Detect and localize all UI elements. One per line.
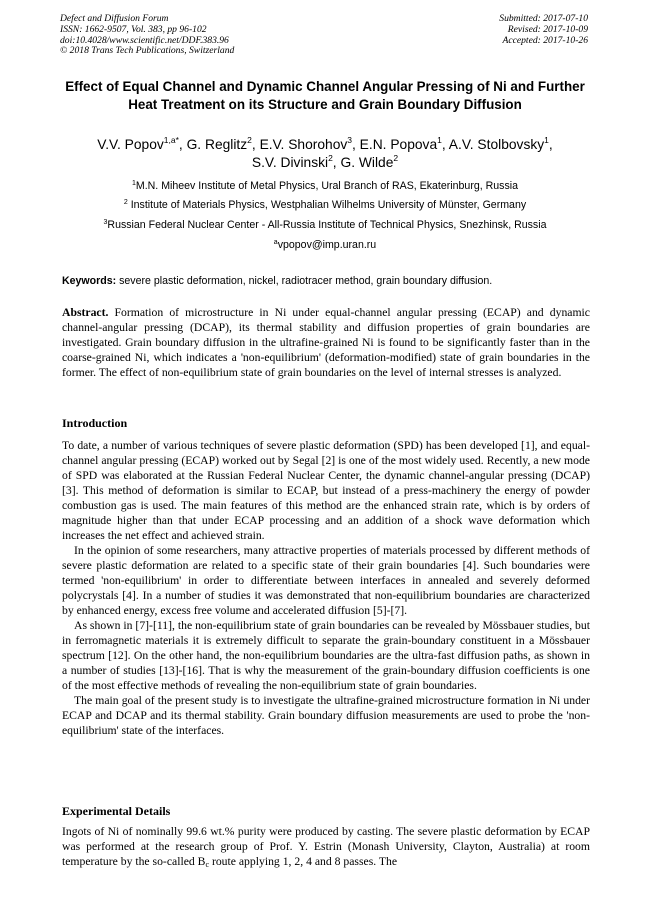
route-subscript: c [205,860,210,869]
author-name: E.V. Shorohov [259,137,348,152]
affiliation-2 [40,199,610,212]
experimental-text: Ingots of Ni of nominally 99.6 wt.% purity were produced by casting. The severe plastic deformation by ECAP was performed at the research group of Prof. Y. Estrin (Monash University, Clayton, Australia) at room temperature by the so-called B [62,825,590,868]
journal-copyright: © 2018 Trans Tech Publications, Switzerland [60,45,235,57]
introduction-heading: Introduction [62,416,128,430]
intro-paragraph: To date, a number of various techniques of severe plastic deformation (SPD) has been developed [1], and equal-channel angular pressing (ECAP) worked out by Segal [2] is one of the most widely used. Recently, a new mode of SPD was elaborated at the Russian Federal Nuclear Center, the dynamic channel-angular pressing (DCAP) [3]. This method of deformation is similar to ECAP, but instead of a press-machinery the energy of powder combustion gas is used. The main features of this method are the enhanced strain rate, which is by orders of magnitude higher than that under ECAP processing and an addition of a shock wave deformation which increases the net effect and achieved strain. [62,439,590,542]
affiliation-1 [40,180,610,193]
revised-date: Revised: 2017-10-09 [507,23,588,35]
author-separator: , [548,137,553,152]
intro-paragraph: The main goal of the present study is to investigate the ultrafine-grained microstructure formation in Ni under ECAP and DCAP and its thermal stability. Grain boundary diffusion measurements are used to probe the 'non-equilibrium' state of the interfaces. [62,694,590,737]
experimental-paragraph [62,824,590,869]
affiliation-text: Institute of Materials Physics, Westphalian Wilhelms University of Münster, Germany [127,199,527,211]
author-affiliation-mark: 1 [544,135,549,145]
author-name: A.V. Stolbovsky [448,137,545,152]
journal-header-right [499,14,588,46]
email-mark: a [273,239,278,246]
experimental-text-continued: route applying 1, 2, 4 and 8 passes. The [209,855,398,868]
author-affiliation-mark: 1,a* [163,135,179,145]
intro-paragraph: As shown in [7]-[11], the non-equilibrium state of grain boundaries can be revealed by Mössbauer studies, but in ferromagnetic materials it is extremely difficult to separate the grain-boundary constituent in a Mössbauer spectrum [12]. On the other hand, the non-equilibrium boundaries are the ultra-fast diffusion paths, as shown in a number of studies [13]-[16]. That is why the measurement of the grain-boundary diffusion coefficients is one of the most effective methods of revealing the non-equilibrium state of grain boundaries. [62,619,590,692]
author-affiliation-mark: 3 [347,135,352,145]
experimental-body [62,824,590,869]
author-affiliation-mark: 1 [437,135,442,145]
affiliation-mark: 2 [123,199,128,206]
author-affiliation-mark: 2 [328,153,333,163]
abstract-text: Formation of microstructure in Ni under equal-channel angular pressing (ECAP) and dynamic channel-angular pressing (DCAP), its thermal stability and diffusion properties of grain boundaries are investigated. Grain boundary diffusion in the ultrafine-grained Ni is found to be significantly faster than in the coarse-grained Ni, which indicates a 'non-equilibrium' (deformation-modified) state of grain boundaries in the former. The effect of non-equilibrium state of grain boundaries on the level of internal stresses is analyzed. [62,306,590,379]
author-separator: , [441,137,449,152]
abstract [62,305,590,380]
abstract-label: Abstract. [62,306,109,319]
affiliation-mark: 3 [103,219,108,226]
author-list [40,136,610,172]
contact-email [40,239,610,252]
author-affiliation-mark: 2 [247,135,252,145]
author-separator: , [352,137,360,152]
affiliation-text: M.N. Miheev Institute of Metal Physics, Ural Branch of RAS, Ekaterinburg, Russia [135,180,519,192]
author-name: S.V. Divinski [251,155,329,170]
author-name: G. Wilde [340,155,394,170]
keywords [62,275,590,288]
journal-header-left [60,14,234,57]
accepted-date: Accepted: 2017-10-26 [502,34,588,46]
submitted-date: Submitted: 2017-07-10 [499,13,588,24]
paper-title: Effect of Equal Channel and Dynamic Channel Angular Pressing of Ni and Further Heat Treatment on its Structure and Grain Boundary Diffusion [65,79,585,112]
introduction-body [62,438,590,738]
affiliation-3 [40,219,610,232]
author-separator: , [332,155,341,170]
keywords-label: Keywords: [62,275,117,287]
journal-doi: doi:10.4028/www.scientific.net/DDF.383.96 [60,34,229,46]
affiliation-mark: 1 [131,180,136,187]
author-separator: , [251,137,260,152]
intro-paragraph: In the opinion of some researchers, many attractive properties of materials processed by different methods of severe plastic deformation are related to a specific state of their grain boundaries [4]. Such boundaries were termed 'non-equilibrium' in order to differentiate between interfaces in annealed and severely deformed polycrystals [4]. In a number of studies it was demonstrated that non-equilibrium boundaries are characterized by enhanced energy, excess free volume and accelerated diffusion [5]-[7]. [62,544,590,617]
experimental-heading: Experimental Details [62,804,171,818]
author-name: E.N. Popova [359,137,438,152]
journal-issn: ISSN: 1662-9507, Vol. 383, pp 96-102 [60,23,207,35]
author-name: G. Reglitz [186,137,248,152]
author-name: V.V. Popov [97,137,164,152]
journal-name: Defect and Diffusion Forum [60,13,169,24]
affiliation-text: Russian Federal Nuclear Center - All-Russia Institute of Technical Physics, Snezhinsk, Russia [107,219,547,231]
email-address: vpopov@imp.uran.ru [277,239,377,251]
author-affiliation-mark: 2 [393,153,399,163]
author-separator: , [178,137,187,152]
keywords-text: severe plastic deformation, nickel, radiotracer method, grain boundary diffusion. [116,275,493,287]
